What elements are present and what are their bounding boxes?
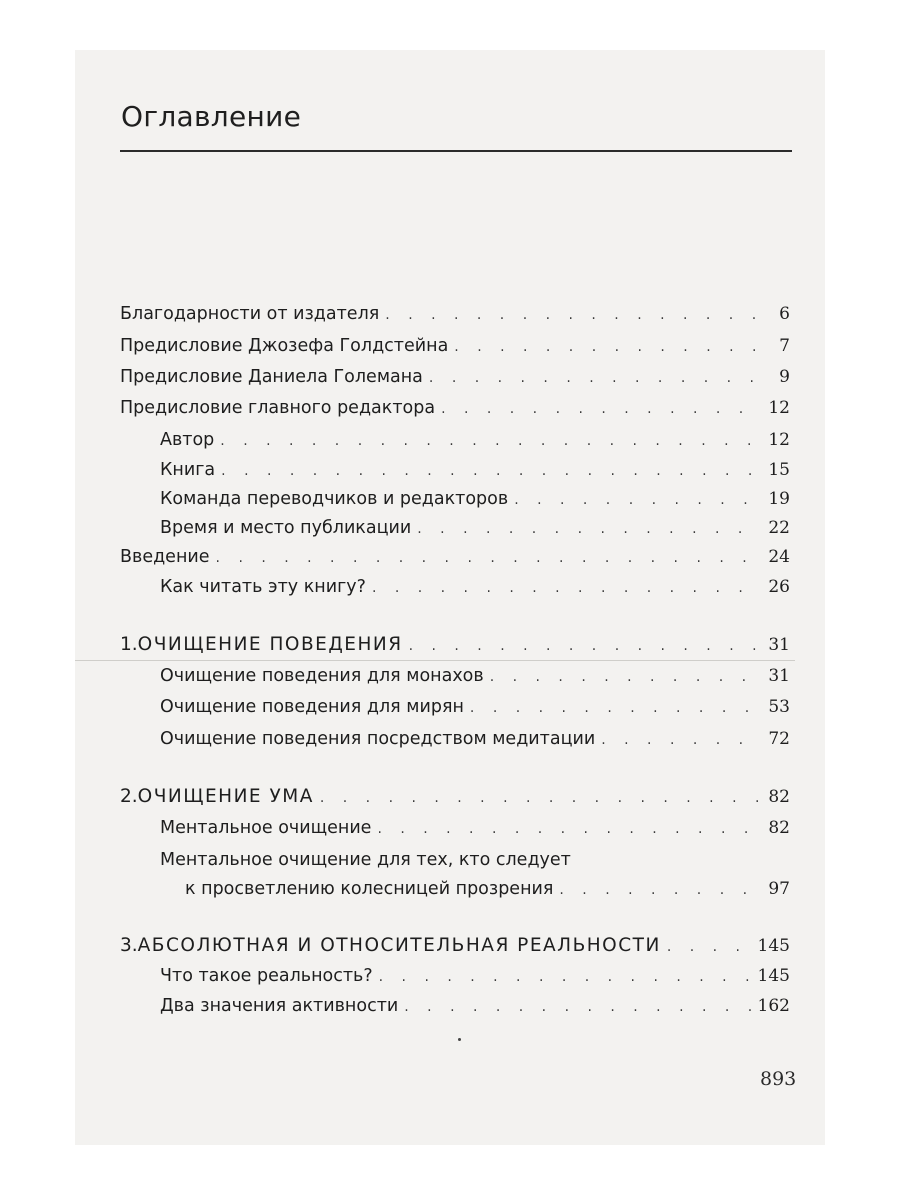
toc-entry-label: Введение [120, 547, 210, 567]
dot-leader [454, 339, 773, 355]
chapter-number: 2. [120, 786, 138, 807]
toc-section[interactable] [160, 818, 790, 838]
dot-leader [379, 969, 752, 985]
toc-chapter-1[interactable] [120, 634, 790, 655]
page-title: Оглавление [121, 100, 302, 133]
section-label[interactable]: Ментальное очищение для тех, кто следует [160, 850, 571, 870]
toc-entry[interactable] [160, 460, 790, 480]
dot-leader [429, 370, 773, 386]
chapter-page: 31 [768, 635, 790, 655]
toc-entry[interactable] [120, 367, 790, 387]
toc-entry[interactable] [120, 336, 790, 356]
toc-entry-label: Предисловие Джозефа Голдстейна [120, 336, 449, 356]
section-label: Что такое реальность? [160, 966, 373, 986]
dot-leader [514, 492, 762, 508]
section-page: 53 [768, 697, 790, 717]
toc-section[interactable] [160, 996, 790, 1016]
toc-entry-label: Предисловие Даниела Големана [120, 367, 423, 387]
toc-entry-label: Время и место публикации [160, 518, 412, 538]
toc-entry-label: Книга [160, 460, 216, 480]
chapter-title: АБСОЛЮТНАЯ И ОТНОСИТЕЛЬНАЯ РЕАЛЬНОСТИ [137, 935, 661, 956]
toc-section[interactable] [160, 697, 790, 717]
toc-entry-page: 6 [779, 304, 790, 324]
dot-leader [221, 463, 762, 479]
toc-entry-label: Как читать эту книгу? [160, 577, 366, 597]
dot-leader [559, 882, 762, 898]
toc-entry-page: 9 [779, 367, 790, 387]
toc-entry-page: 12 [768, 430, 790, 450]
dot-leader [490, 669, 763, 685]
section-page: 82 [768, 818, 790, 838]
toc-entry[interactable] [120, 304, 790, 324]
section-page: 31 [768, 666, 790, 686]
toc-entry[interactable] [160, 489, 790, 509]
dot-leader [470, 700, 762, 716]
dot-leader [372, 580, 762, 596]
section-label-continuation: к просветлению колесницей прозрения [185, 879, 554, 899]
section-label: Ментальное очищение [160, 818, 372, 838]
toc-entry[interactable] [160, 518, 790, 538]
section-label: Два значения активности [160, 996, 399, 1016]
section-label: Очищение поведения для мирян [160, 697, 464, 717]
toc-entry[interactable] [120, 398, 790, 418]
toc-entry[interactable] [160, 430, 790, 450]
dot-leader [320, 790, 762, 806]
section-page: 72 [768, 729, 790, 749]
toc-chapter-3[interactable] [120, 935, 790, 956]
toc-entry-page: 24 [768, 547, 790, 567]
toc-entry-label: Автор [160, 430, 215, 450]
toc-entry-page: 7 [779, 336, 790, 356]
toc-chapter-2[interactable] [120, 786, 790, 807]
toc-entry-label: Предисловие главного редактора [120, 398, 436, 418]
toc-entry[interactable] [160, 577, 790, 597]
toc-entry-page: 19 [768, 489, 790, 509]
chapter-title: ОЧИЩЕНИЕ ПОВЕДЕНИЯ [137, 634, 403, 655]
chapter-title: ОЧИЩЕНИЕ УМА [137, 786, 314, 807]
stray-dot [458, 1038, 461, 1041]
toc-section[interactable] [160, 966, 790, 986]
toc-entry-label: Команда переводчиков и редакторов [160, 489, 509, 509]
dot-leader [667, 939, 752, 955]
toc-entry-label: Благодарности от издателя [120, 304, 380, 324]
chapter-page: 82 [768, 787, 790, 807]
dot-leader [404, 999, 751, 1015]
section-page: 97 [768, 879, 790, 899]
dot-leader [417, 521, 762, 537]
dot-leader [216, 550, 763, 566]
toc-section[interactable] [160, 729, 790, 749]
dot-leader [220, 433, 762, 449]
section-page: 145 [757, 966, 790, 986]
toc-entry-page: 15 [768, 460, 790, 480]
dot-leader [441, 401, 762, 417]
chapter-number: 3. [120, 935, 138, 956]
toc-entry-page: 12 [768, 398, 790, 418]
dot-leader [377, 821, 762, 837]
dot-leader [409, 638, 763, 654]
toc-entry-page: 26 [768, 577, 790, 597]
dot-leader [385, 307, 773, 323]
section-label: Очищение поведения посредством медитации [160, 729, 596, 749]
page-number: 893 [760, 1068, 797, 1090]
section-page: 162 [757, 996, 790, 1016]
dot-leader [601, 732, 762, 748]
toc-section[interactable] [160, 666, 790, 686]
toc-entry[interactable] [120, 547, 790, 567]
chapter-page: 145 [757, 936, 790, 956]
toc-section[interactable] [185, 879, 790, 899]
chapter-number: 1. [120, 634, 138, 655]
section-label: Очищение поведения для монахов [160, 666, 484, 686]
toc-entry-page: 22 [768, 518, 790, 538]
